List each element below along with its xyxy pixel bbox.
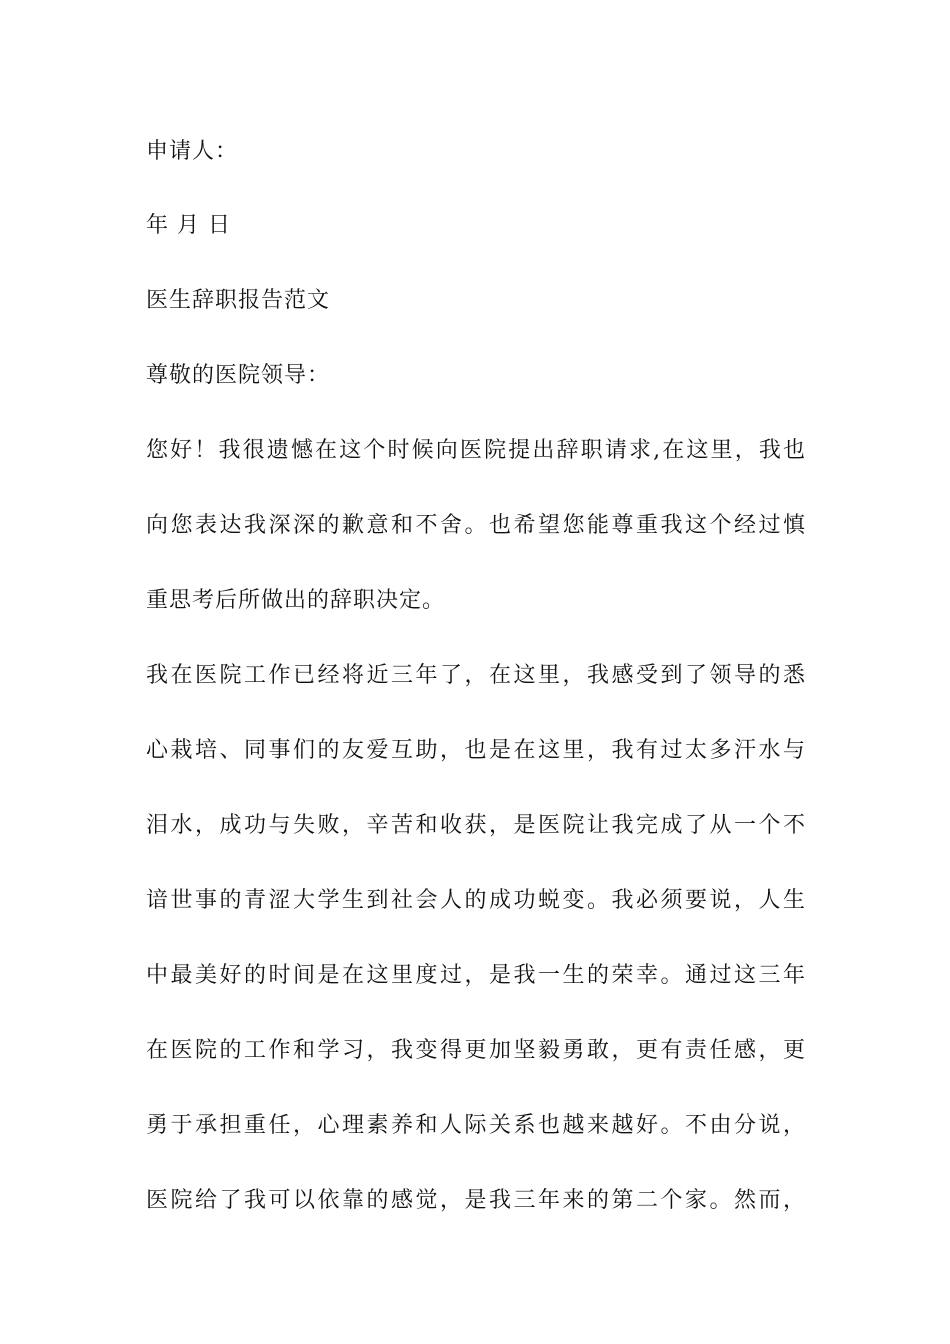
paragraph-line: 中最美好的时间是在这里度过，是我一生的荣幸。通过这三年 — [146, 963, 806, 988]
paragraph-line: 心栽培、同事们的友爱互助，也是在这里，我有过太多汗水与 — [146, 738, 806, 763]
salutation: 尊敬的医院领导： — [146, 363, 331, 388]
paragraph-line: 重思考后所做出的辞职决定。 — [146, 588, 446, 613]
date-line: 年 月 日 — [146, 213, 231, 238]
paragraph-line: 在医院的工作和学习，我变得更加坚毅勇敢，更有责任感，更 — [146, 1038, 806, 1063]
document-title: 医生辞职报告范文 — [146, 288, 331, 313]
paragraph-line: 我在医院工作已经将近三年了，在这里，我感受到了领导的悉 — [146, 663, 806, 688]
applicant-line: 申请人： — [146, 139, 239, 164]
paragraph-line: 勇于承担重任，心理素养和人际关系也越来越好。不由分说， — [146, 1113, 806, 1138]
paragraph-line: 您好！我很遗憾在这个时候向医院提出辞职请求,在这里，我也 — [146, 438, 806, 463]
paragraph-line: 向您表达我深深的歉意和不舍。也希望您能尊重我这个经过慎 — [146, 513, 806, 538]
paragraph-line: 泪水，成功与失败，辛苦和收获，是医院让我完成了从一个不 — [146, 813, 806, 838]
paragraph-line: 医院给了我可以依靠的感觉，是我三年来的第二个家。然而， — [146, 1188, 806, 1213]
paragraph-line: 谙世事的青涩大学生到社会人的成功蜕变。我必须要说，人生 — [146, 888, 806, 913]
